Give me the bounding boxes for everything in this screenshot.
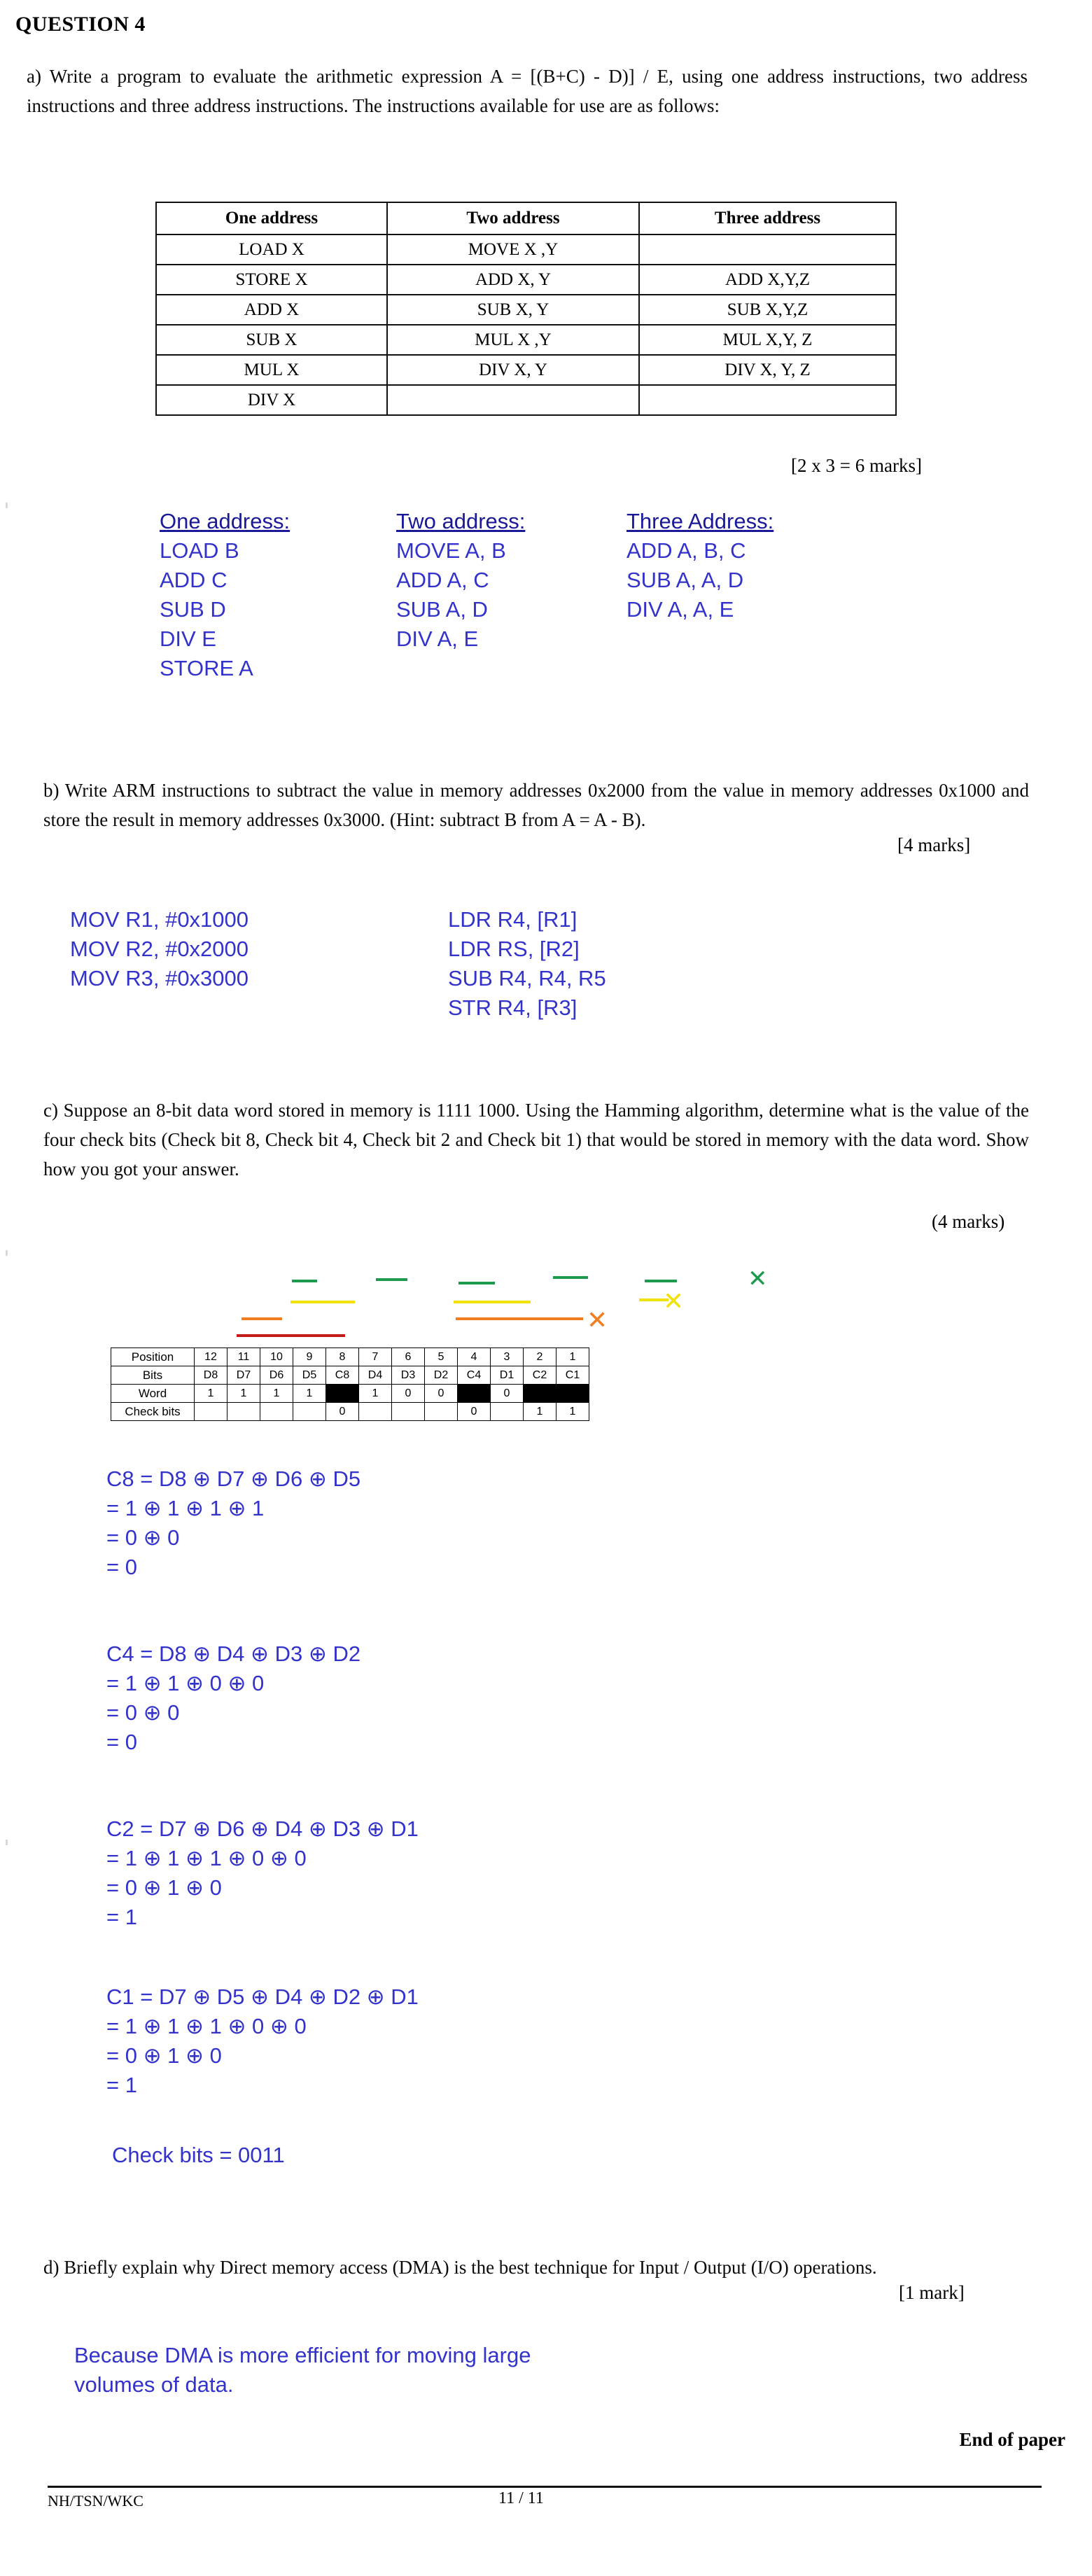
hamming-cell-position: 2 <box>524 1348 556 1366</box>
table-cell: SUB X,Y,Z <box>639 295 896 325</box>
annotation-green-segment <box>292 1280 317 1282</box>
answer-line: C4 = D8 ⊕ D4 ⊕ D3 ⊕ D2 <box>106 1642 361 1666</box>
answer-line: = 1 <box>106 2073 137 2097</box>
table-cell: MUL X ,Y <box>387 325 639 355</box>
page-title: QUESTION 4 <box>15 13 146 36</box>
answer-c8-working <box>106 1464 360 1582</box>
hamming-row-bits <box>111 1366 589 1385</box>
hamming-cell-word-blocked <box>524 1385 556 1403</box>
answer-line: C1 = D7 ⊕ D5 ⊕ D4 ⊕ D2 ⊕ D1 <box>106 1984 419 2009</box>
annotation-yellow-segment <box>454 1301 531 1303</box>
hamming-cell-check: 0 <box>458 1403 491 1421</box>
hamming-cell-position: 6 <box>392 1348 425 1366</box>
table-cell: MOVE X ,Y <box>387 234 639 265</box>
answer-line: STR R4, [R3] <box>448 995 578 1020</box>
answer-one-address-heading: One address: <box>160 509 290 533</box>
part-d-question-text: d) Briefly explain why Direct memory access (DMA) is the best technique for Input / Output (I/O) operations. <box>43 2257 877 2278</box>
hamming-cell-word: 0 <box>425 1385 458 1403</box>
table-cell: ADD X,Y,Z <box>639 265 896 295</box>
answer-one-address-column <box>160 507 290 683</box>
annotation-yellow-segment <box>290 1301 355 1303</box>
answer-line: DIV A, A, E <box>626 597 734 622</box>
hamming-cell-word: 1 <box>293 1385 326 1403</box>
answer-three-address-column <box>626 507 774 624</box>
hamming-cell-check <box>227 1403 260 1421</box>
row-label-check-bits: Check bits <box>111 1403 195 1421</box>
answer-line: = 1 ⊕ 1 ⊕ 1 ⊕ 0 ⊕ 0 <box>106 1846 307 1870</box>
hamming-cell-check <box>195 1403 227 1421</box>
footer-page-number: 11 / 11 <box>498 2489 544 2507</box>
table-cell: ADD X <box>156 295 387 325</box>
hamming-cell-check <box>491 1403 524 1421</box>
annotation-green-segment <box>645 1280 677 1282</box>
table-header-one-address: One address <box>156 202 387 234</box>
hamming-cell-bits: C2 <box>524 1366 556 1385</box>
answer-line: = 0 ⊕ 0 <box>106 1525 180 1550</box>
answer-line: LOAD B <box>160 538 239 563</box>
answer-part-b-right-column <box>448 905 606 1023</box>
answer-line: volumes of data. <box>74 2372 234 2397</box>
hamming-cell-position: 5 <box>425 1348 458 1366</box>
answer-two-address-heading: Two address: <box>396 509 526 533</box>
table-header-two-address: Two address <box>387 202 639 234</box>
hamming-row-position <box>111 1348 589 1366</box>
table-cell: STORE X <box>156 265 387 295</box>
answer-line: ADD A, B, C <box>626 538 746 563</box>
hamming-cell-check <box>392 1403 425 1421</box>
table-header-row <box>156 202 896 234</box>
hamming-cell-position: 4 <box>458 1348 491 1366</box>
table-cell: DIV X, Y, Z <box>639 355 896 385</box>
answer-part-d <box>74 2341 531 2400</box>
table-row <box>156 295 896 325</box>
answer-line: DIV E <box>160 626 216 651</box>
hamming-cell-check: 1 <box>524 1403 556 1421</box>
hamming-cell-position: 9 <box>293 1348 326 1366</box>
footer-code: NH/TSN/WKC <box>48 2492 144 2510</box>
part-d-marks: [1 mark] <box>899 2282 965 2303</box>
scan-speck <box>6 503 8 508</box>
table-row <box>156 265 896 295</box>
hamming-cell-bits: C1 <box>556 1366 589 1385</box>
answer-line: = 0 ⊕ 1 ⊕ 0 <box>106 2043 222 2068</box>
hamming-cell-word: 1 <box>359 1385 392 1403</box>
instruction-set-table <box>155 202 897 416</box>
table-cell <box>639 234 896 265</box>
table-cell <box>387 385 639 415</box>
footer-divider <box>48 2486 1042 2488</box>
answer-line: = 1 <box>106 1905 137 1929</box>
answer-line: DIV A, E <box>396 626 479 651</box>
hamming-cell-position: 8 <box>326 1348 359 1366</box>
answer-line: Because DMA is more efficient for moving large <box>74 2343 531 2367</box>
end-of-paper-label: End of paper <box>959 2429 1065 2450</box>
hamming-cell-bits: D4 <box>359 1366 392 1385</box>
table-cell: DIV X <box>156 385 387 415</box>
part-a-marks: [2 x 3 = 6 marks] <box>791 455 922 476</box>
answer-line: ADD C <box>160 568 227 592</box>
table-row <box>156 325 896 355</box>
hamming-cell-check <box>425 1403 458 1421</box>
table-cell: SUB X, Y <box>387 295 639 325</box>
hamming-cell-position: 12 <box>195 1348 227 1366</box>
answer-line: LDR RS, [R2] <box>448 937 580 961</box>
annotation-orange-x-icon: ✕ <box>587 1306 608 1334</box>
hamming-cell-bits: C8 <box>326 1366 359 1385</box>
hamming-cell-word: 0 <box>392 1385 425 1403</box>
hamming-cell-bits: D2 <box>425 1366 458 1385</box>
hamming-cell-word: 1 <box>195 1385 227 1403</box>
annotation-orange-segment <box>456 1317 583 1320</box>
annotation-red-segment <box>237 1334 345 1337</box>
hamming-cell-bits: D7 <box>227 1366 260 1385</box>
hamming-cell-check <box>260 1403 293 1421</box>
answer-line: SUB R4, R4, R5 <box>448 966 606 990</box>
part-c-question-text: c) Suppose an 8-bit data word stored in memory is 1111 1000. Using the Hamming algorithm, determine what is the value of the four check bits (Check bit 8, Check bit 4, Check bit 2 and Check bit 1) that would be stored in memory with the data word. Show how you got your answer. <box>43 1100 1029 1180</box>
hamming-cell-word-blocked <box>556 1385 589 1403</box>
row-label-bits: Bits <box>111 1366 195 1385</box>
table-cell: ADD X, Y <box>387 265 639 295</box>
hamming-row-checkbits <box>111 1403 589 1421</box>
hamming-cell-word-blocked <box>458 1385 491 1403</box>
answer-line: = 0 ⊕ 0 <box>106 1700 180 1725</box>
hamming-cell-bits: C4 <box>458 1366 491 1385</box>
table-cell: LOAD X <box>156 234 387 265</box>
answer-part-b-left-column <box>70 905 248 993</box>
scan-speck <box>6 1840 8 1845</box>
hamming-cell-position: 7 <box>359 1348 392 1366</box>
table-cell: DIV X, Y <box>387 355 639 385</box>
answer-two-address-column <box>396 507 525 654</box>
table-row <box>156 355 896 385</box>
answer-c1-working <box>106 1982 419 2100</box>
hamming-cell-bits: D1 <box>491 1366 524 1385</box>
annotation-yellow-segment <box>639 1298 668 1301</box>
table-header-three-address: Three address <box>639 202 896 234</box>
hamming-cell-check: 1 <box>556 1403 589 1421</box>
answer-line: C8 = D8 ⊕ D7 ⊕ D6 ⊕ D5 <box>106 1466 361 1491</box>
answer-line: MOV R1, #0x1000 <box>70 907 249 932</box>
scan-speck <box>6 1250 8 1256</box>
annotation-green-segment <box>458 1282 495 1284</box>
hamming-cell-word: 1 <box>227 1385 260 1403</box>
table-cell: MUL X <box>156 355 387 385</box>
answer-line: = 0 <box>106 1730 137 1754</box>
hamming-cell-word: 1 <box>260 1385 293 1403</box>
answer-line: = 1 ⊕ 1 ⊕ 1 ⊕ 1 <box>106 1496 265 1520</box>
answer-check-bits-result: Check bits = 0011 <box>112 2143 285 2167</box>
hamming-cell-word: 0 <box>491 1385 524 1403</box>
table-cell <box>639 385 896 415</box>
answer-line: MOV R2, #0x2000 <box>70 937 249 961</box>
answer-line: = 0 ⊕ 1 ⊕ 0 <box>106 1875 222 1900</box>
hamming-cell-bits: D8 <box>195 1366 227 1385</box>
row-label-position: Position <box>111 1348 195 1366</box>
annotation-yellow-x-icon: ✕ <box>663 1287 685 1315</box>
answer-line: MOVE A, B <box>396 538 506 563</box>
answer-line: LDR R4, [R1] <box>448 907 578 932</box>
table-row <box>156 234 896 265</box>
annotation-green-segment <box>553 1276 588 1279</box>
answer-c2-working <box>106 1814 419 1932</box>
answer-line: C2 = D7 ⊕ D6 ⊕ D4 ⊕ D3 ⊕ D1 <box>106 1816 419 1841</box>
answer-line: STORE A <box>160 656 253 680</box>
hamming-cell-bits: D5 <box>293 1366 326 1385</box>
answer-line: MOV R3, #0x3000 <box>70 966 249 990</box>
annotation-orange-segment <box>241 1317 282 1320</box>
hamming-cell-check <box>293 1403 326 1421</box>
table-cell: SUB X <box>156 325 387 355</box>
answer-three-address-heading: Three Address: <box>626 509 774 533</box>
part-a-question-text: a) Write a program to evaluate the arithmetic expression A = [(B+C) - D)] / E, using one address instructions, two address instructions and three address instructions. The instructions available for use are as follows: <box>27 66 1028 116</box>
hamming-cell-check <box>359 1403 392 1421</box>
hamming-cell-word-blocked <box>326 1385 359 1403</box>
part-b-marks: [4 marks] <box>897 834 971 855</box>
hamming-cell-bits: D3 <box>392 1366 425 1385</box>
answer-line: SUB A, D <box>396 597 488 622</box>
answer-line: = 0 <box>106 1555 137 1579</box>
answer-line: ADD A, C <box>396 568 489 592</box>
hamming-cell-check: 0 <box>326 1403 359 1421</box>
hamming-cell-position: 10 <box>260 1348 293 1366</box>
part-b-question-text: b) Write ARM instructions to subtract the value in memory addresses 0x2000 from the value in memory addresses 0x1000 and store the result in memory addresses 0x3000. (Hint: subtract B from A = A - B). <box>43 780 1029 830</box>
answer-c4-working <box>106 1639 360 1757</box>
table-row <box>156 385 896 415</box>
answer-line: SUB A, A, D <box>626 568 744 592</box>
row-label-word: Word <box>111 1385 195 1403</box>
hamming-cell-position: 3 <box>491 1348 524 1366</box>
answer-line: SUB D <box>160 597 226 622</box>
table-cell: MUL X,Y, Z <box>639 325 896 355</box>
answer-line: = 1 ⊕ 1 ⊕ 0 ⊕ 0 <box>106 1671 265 1695</box>
answer-line: = 1 ⊕ 1 ⊕ 1 ⊕ 0 ⊕ 0 <box>106 2014 307 2038</box>
hamming-cell-position: 1 <box>556 1348 589 1366</box>
hamming-cell-position: 11 <box>227 1348 260 1366</box>
hamming-code-table <box>111 1348 589 1421</box>
part-c-marks: (4 marks) <box>932 1211 1005 1232</box>
hamming-row-word <box>111 1385 589 1403</box>
hamming-cell-bits: D6 <box>260 1366 293 1385</box>
annotation-green-segment <box>376 1278 407 1281</box>
annotation-green-x-icon: ✕ <box>748 1266 768 1292</box>
